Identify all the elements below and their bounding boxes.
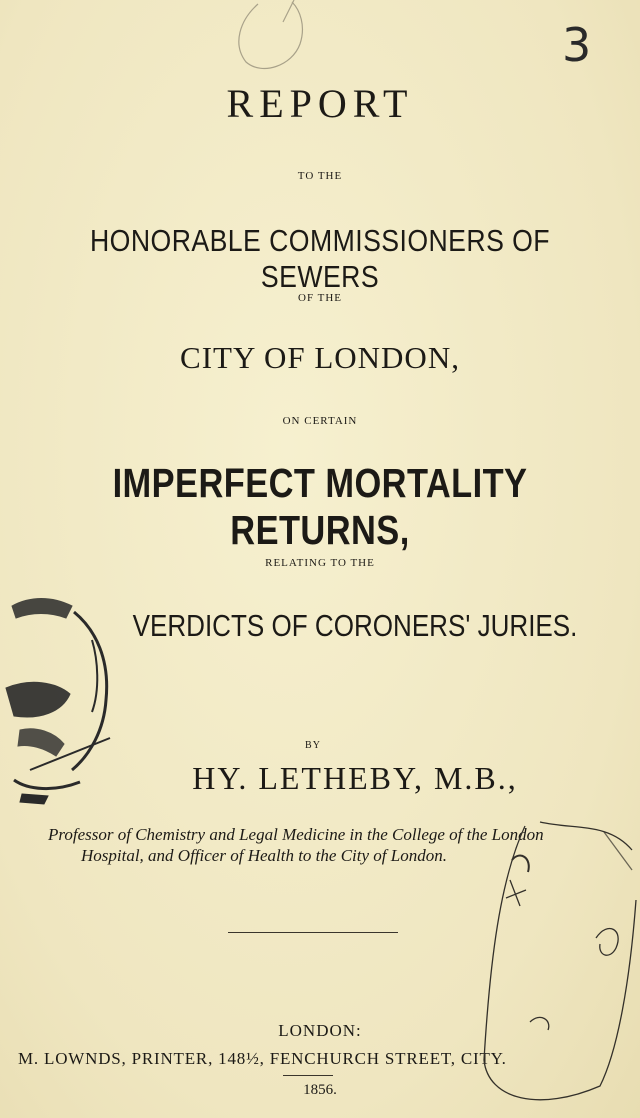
relating-line: RELATING TO THE	[265, 557, 375, 569]
short-divider-rule	[283, 1075, 333, 1076]
credentials-line-1: Professor of Chemistry and Legal Medicine in the College of the London	[48, 825, 544, 844]
by-line: BY	[305, 740, 321, 751]
of-the-line: OF THE	[298, 292, 342, 304]
imprint-printer: M. LOWNDS, PRINTER, 148½, FENCHURCH STREET, CITY.	[18, 1049, 507, 1068]
author-name: HY. LETHEBY, M.B.,	[192, 760, 518, 796]
addressee-heading: HONORABLE COMMISSIONERS OF SEWERS	[89, 223, 551, 294]
page-number: 3	[562, 18, 592, 72]
subject-heading: IMPERFECT MORTALITY RETURNS,	[112, 460, 528, 553]
imprint-year: 1856.	[303, 1082, 337, 1098]
city-heading: CITY OF LONDON,	[180, 340, 460, 375]
handwritten-mark-icon	[239, 0, 303, 68]
credentials-line-2: Hospital, and Officer of Health to the City of London.	[81, 846, 447, 865]
author-credentials	[48, 824, 608, 866]
to-the-line: TO THE	[297, 170, 343, 182]
imprint-place: LONDON:	[278, 1021, 362, 1040]
document-title: REPORT	[226, 81, 414, 126]
divider-rule	[228, 932, 398, 933]
subject-heading-2: VERDICTS OF CORONERS' JURIES.	[132, 608, 578, 643]
on-certain-line: ON CERTAIN	[282, 415, 358, 427]
